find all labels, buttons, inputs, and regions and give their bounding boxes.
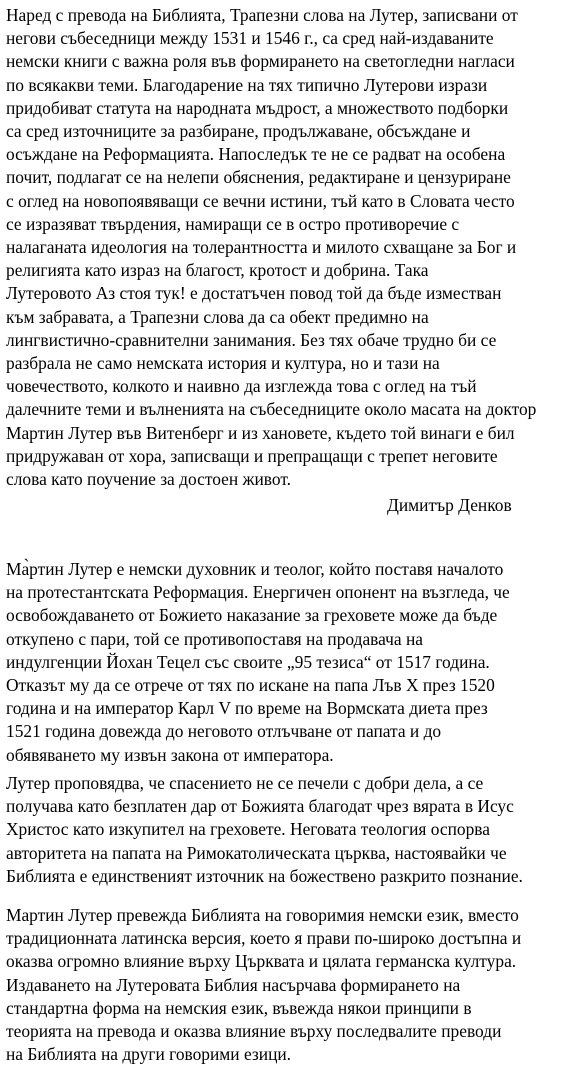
intro-paragraph: Наред с превода на Библията, Трапезни слова на Лутер, записвани от негови събеседници между 1531 и 1546 г., са сред най-издаваните немски книги с важна роля във формирането на светогледни нагласи по всякакви теми. Благодарение на тях типично Лутерови изрази придобиват статута на народната мъдрост, а множеството подборки са сред източниците за разбиране, продължаване, обсъждане и осъждане на Реформацията. Напоследък те не се радват на особена почит, подлагат се на нелепи обяснения, редактиране и цензуриране с оглед на новопоявяващи се вечни истини, тъй като в Словата често се изразяват твърдения, намиращи се в остро противоречие с налаганата идеология на толерантността и милото схващане за Бог и религията като израз на благост, кротост и добрина. Така Лутеровото Аз стоя тук! е достатъчен повод той да бъде изместван към забравата, а Трапезни слова да са обект предимно на лингвистично-сравнителни занимания. Без тях обаче трудно би се разбрала не само немската история и култура, но и тази на човечеството, колкото и наивно да изглежда това с оглед на тъй далечните теми и вълненията на събеседниците около масата на доктор Мартин Лутер във Витенберг и из хановете, където той винаги е бил придружаван от хора, записващи и препращащи с трепет неговите слова като поучение за достоен живот. (6, 5, 537, 490)
bio-paragraph-1: Ма̀ртин Лутер е немски духовник и теолог, който поставя началото на протестантската Реформация. Енергичен опонент на възгледа, че освобождаването от Божието наказание за греховете може да бъде откупено с пари, той се противопоставя на продавача на индулгенции Йохан Тецел със своите „95 тезиса“ от 1517 година. Отказът му да се отрече от тях по искане на папа Лъв X през 1520 година и на император Карл V по време на Вормската диета през 1521 година довежда до неговото отлъчване от папата и до обявяването му извън закона от императора. (6, 559, 510, 765)
bio-paragraph-3: Мартин Лутер превежда Библията на говоримия немски език, вместо традиционната латинска версия, което я прави по-широко достъпна и оказва огромно влияние върху Църквата и цялата германска култура. Издаването на Лутеровата Библия насърчава формирането на стандартна форма на немския език, въвежда някои принципи в теорията на превода и оказва влияние върху последвалите преводи на Библията на други говорими езици. (6, 905, 522, 1065)
bio-paragraph-2: Лутер проповядва, че спасението не се печели с добри дела, а се получава като безплатен дар от Божията благодат чрез вярата в Исус Христос като изкупител на греховете. Неговата теология оспорва авторитета на папата на Римокатолическата църква, настоявайки че Библията е единственият източник на божествено разкрито познание. (6, 773, 523, 886)
author-signature: Димитър Денков (387, 495, 512, 515)
